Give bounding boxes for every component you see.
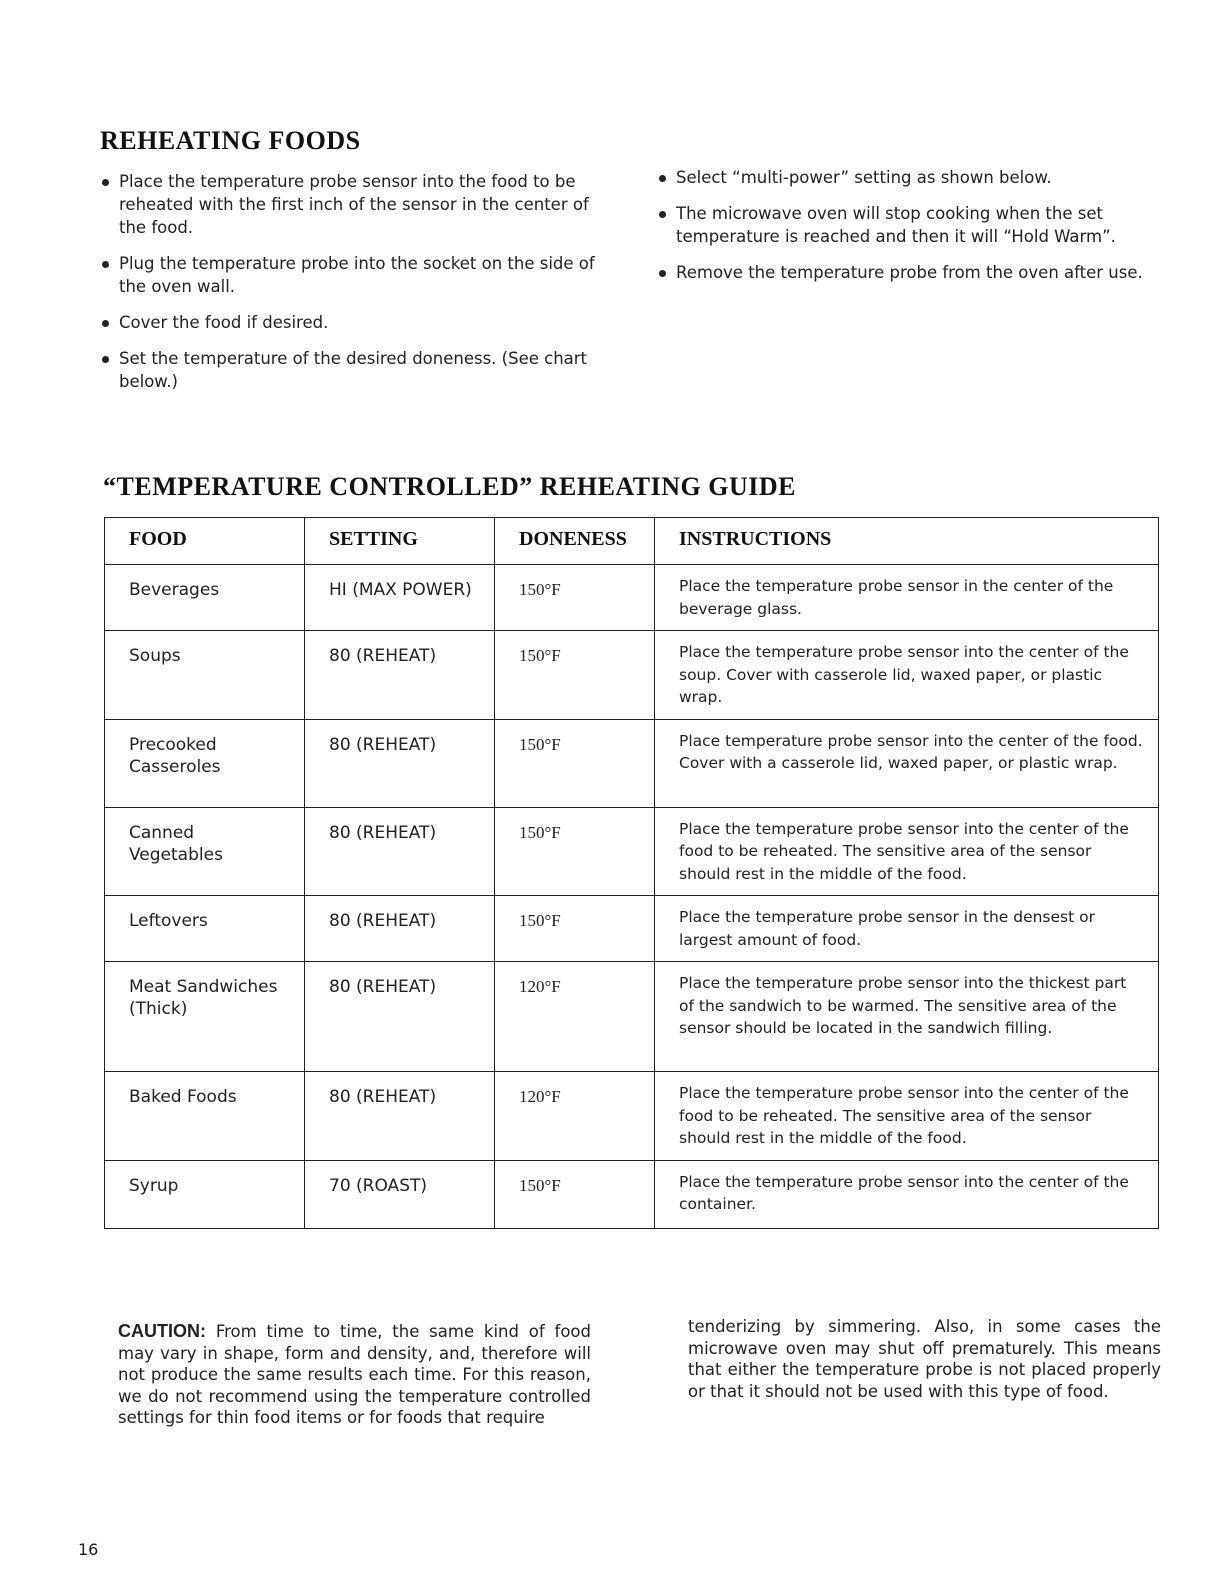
caution-paragraph-left bbox=[118, 1321, 591, 1429]
bullet-text: Select “multi-power” setting as shown below. bbox=[676, 168, 1052, 187]
bullet-text: Cover the food if desired. bbox=[119, 313, 329, 332]
bullet-icon bbox=[102, 320, 109, 327]
table-row bbox=[105, 1072, 1159, 1161]
header-setting: SETTING bbox=[305, 518, 495, 565]
reheating-guide-table bbox=[104, 517, 1159, 1229]
cell-doneness: 150°F bbox=[495, 565, 655, 631]
cell-food: Canned Vegetables bbox=[105, 807, 305, 896]
caution-text-left: From time to time, the same kind of food may vary in shape, form and density, and, therefore will not produce the same results each time. For this reason, we do not recommend using the temperature controlled settings for thin food items or for foods that require bbox=[118, 1322, 591, 1427]
table-row bbox=[105, 719, 1159, 807]
table-row bbox=[105, 896, 1159, 962]
bullet-text: Place the temperature probe sensor into the food to be reheated with the first inch of the sensor in the center of the food. bbox=[119, 172, 589, 237]
page-number: 16 bbox=[78, 1540, 99, 1559]
table-row bbox=[105, 631, 1159, 720]
bullet-icon bbox=[659, 211, 666, 218]
bullet-text: Plug the temperature probe into the socket on the side of the oven wall. bbox=[119, 254, 595, 296]
cell-food: Syrup bbox=[105, 1160, 305, 1228]
cell-setting: 70 (ROAST) bbox=[305, 1160, 495, 1228]
cell-doneness: 120°F bbox=[495, 962, 655, 1072]
cell-setting: 80 (REHEAT) bbox=[305, 807, 495, 896]
cell-instructions: Place the temperature probe sensor into the center of the container. bbox=[655, 1160, 1159, 1228]
bullet-item bbox=[100, 170, 620, 239]
cell-food: Precooked Casseroles bbox=[105, 719, 305, 807]
cell-food: Leftovers bbox=[105, 896, 305, 962]
cell-doneness: 150°F bbox=[495, 631, 655, 720]
cell-food: Meat Sandwiches (Thick) bbox=[105, 962, 305, 1072]
bullet-icon bbox=[102, 356, 109, 363]
bullet-icon bbox=[659, 175, 666, 182]
table-header-row bbox=[105, 518, 1159, 565]
bullet-item bbox=[657, 261, 1167, 284]
cell-setting: 80 (REHEAT) bbox=[305, 896, 495, 962]
bullet-text: Set the temperature of the desired doneness. (See chart below.) bbox=[119, 349, 588, 391]
bullet-item bbox=[100, 347, 620, 393]
bullet-item bbox=[657, 202, 1167, 248]
table-row bbox=[105, 565, 1159, 631]
bullet-text: Remove the temperature probe from the oven after use. bbox=[676, 263, 1143, 282]
reheating-steps-left bbox=[100, 170, 620, 406]
bullet-text: The microwave oven will stop cooking when the set temperature is reached and then it will “Hold Warm”. bbox=[676, 204, 1116, 246]
section-title-reheating-guide: “TEMPERATURE CONTROLLED” REHEATING GUIDE bbox=[103, 472, 796, 501]
cell-doneness: 150°F bbox=[495, 1160, 655, 1228]
bullet-icon bbox=[102, 261, 109, 268]
reheating-steps-right bbox=[657, 166, 1167, 297]
cell-doneness: 150°F bbox=[495, 719, 655, 807]
cell-food: Soups bbox=[105, 631, 305, 720]
table-row bbox=[105, 1160, 1159, 1228]
cell-setting: 80 (REHEAT) bbox=[305, 719, 495, 807]
cell-instructions: Place the temperature probe sensor into the center of the soup. Cover with casserole lid, waxed paper, or plastic wrap. bbox=[655, 631, 1159, 720]
caution-label: CAUTION: bbox=[118, 1321, 206, 1341]
cell-food: Beverages bbox=[105, 565, 305, 631]
bullet-icon bbox=[102, 179, 109, 186]
table-row bbox=[105, 962, 1159, 1072]
cell-doneness: 150°F bbox=[495, 807, 655, 896]
section-title-reheating-foods: REHEATING FOODS bbox=[100, 126, 361, 155]
cell-instructions: Place temperature probe sensor into the center of the food. Cover with a casserole lid, waxed paper, or plastic wrap. bbox=[655, 719, 1159, 807]
cell-setting: 80 (REHEAT) bbox=[305, 631, 495, 720]
bullet-icon bbox=[659, 270, 666, 277]
caution-paragraph-right: tenderizing by simmering. Also, in some cases the microwave oven may shut off prematurely. This means that either the temperature probe is not placed properly or that it should not be used with this type of food. bbox=[688, 1317, 1161, 1401]
header-doneness: DONENESS bbox=[495, 518, 655, 565]
cell-instructions: Place the temperature probe sensor in the center of the beverage glass. bbox=[655, 565, 1159, 631]
bullet-item bbox=[100, 311, 620, 334]
bullet-item bbox=[657, 166, 1167, 189]
cell-instructions: Place the temperature probe sensor into the center of the food to be reheated. The sensitive area of the sensor should rest in the middle of the food. bbox=[655, 1072, 1159, 1161]
cell-instructions: Place the temperature probe sensor into the thickest part of the sandwich to be warmed. The sensitive area of the sensor should be located in the sandwich filling. bbox=[655, 962, 1159, 1072]
header-instructions: INSTRUCTIONS bbox=[655, 518, 1159, 565]
cell-food: Baked Foods bbox=[105, 1072, 305, 1161]
cell-setting: 80 (REHEAT) bbox=[305, 962, 495, 1072]
cell-setting: 80 (REHEAT) bbox=[305, 1072, 495, 1161]
table-row bbox=[105, 807, 1159, 896]
cell-setting: HI (MAX POWER) bbox=[305, 565, 495, 631]
header-food: FOOD bbox=[105, 518, 305, 565]
cell-doneness: 120°F bbox=[495, 1072, 655, 1161]
bullet-item bbox=[100, 252, 620, 298]
cell-instructions: Place the temperature probe sensor in the densest or largest amount of food. bbox=[655, 896, 1159, 962]
cell-doneness: 150°F bbox=[495, 896, 655, 962]
cell-instructions: Place the temperature probe sensor into the center of the food to be reheated. The sensitive area of the sensor should rest in the middle of the food. bbox=[655, 807, 1159, 896]
